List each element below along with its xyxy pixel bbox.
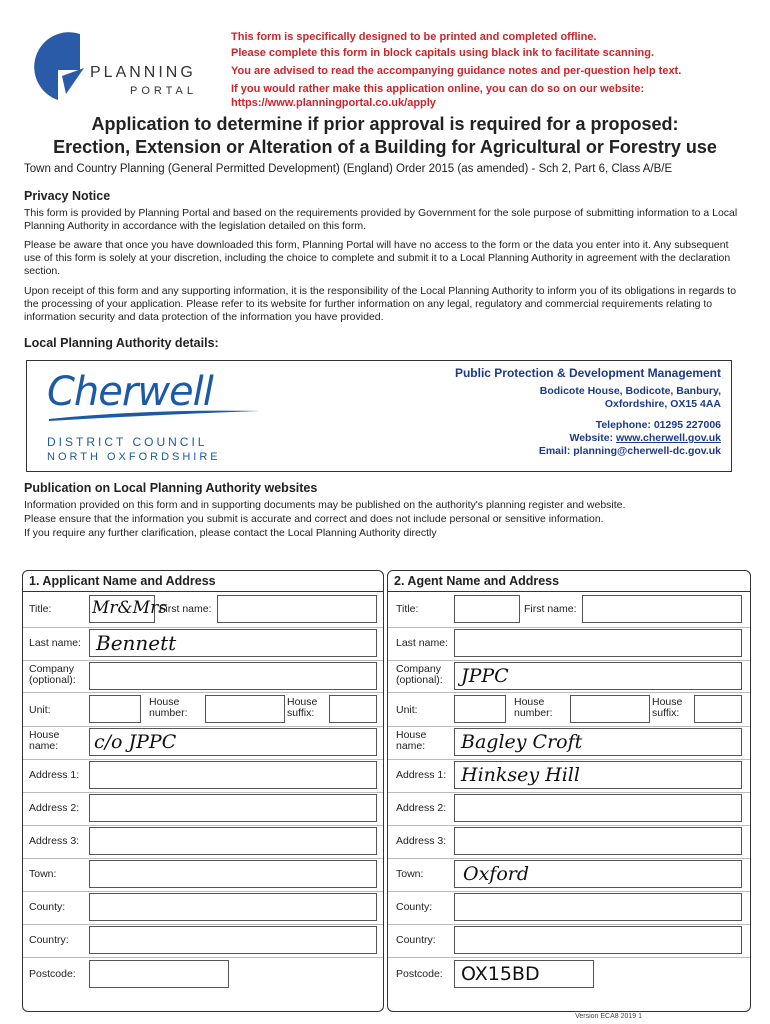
planning-portal-logo-icon [20, 28, 90, 108]
form-subtitle: Town and Country Planning (General Permitted Development) (England) Order 2015 (as amended) - Sch 2, Part 6, Class A/B/E [24, 163, 673, 175]
cherwell-north-oxfordshire: NORTH OXFORDSHIRE [47, 451, 221, 463]
applicant-last-name-field[interactable] [89, 629, 377, 657]
planning-portal-logo [20, 28, 215, 108]
privacy-heading: Privacy Notice [24, 189, 111, 203]
applicant-unit-label: Unit: [29, 704, 51, 716]
agent-postcode-label: Postcode: [396, 968, 443, 980]
applicant-last-name-value: Bennett [96, 631, 177, 655]
applicant-house-number-label-1: House [149, 696, 180, 708]
agent-town-label: Town: [396, 868, 424, 880]
lpa-address-2: Oxfordshire, OX15 4AA [604, 398, 721, 410]
agent-title-field[interactable] [454, 595, 520, 623]
agent-postcode-field[interactable] [454, 960, 594, 988]
form-title-line-1: Application to determine if prior approval is required for a proposed: [91, 114, 679, 134]
applicant-county-field[interactable] [89, 893, 377, 921]
privacy-paragraph-1: This form is provided by Planning Portal and based on the requirements provided by Government for the sole purpose of submitting information to a Local Planning Authority in accordance with the legislation detailed on this form. [24, 207, 738, 232]
agent-house-name-label-1: House [396, 729, 427, 741]
agent-last-name-field[interactable] [454, 629, 742, 657]
agent-house-number-field[interactable] [570, 695, 650, 723]
agent-section [387, 570, 751, 1012]
agent-last-name-label: Last name: [396, 637, 448, 649]
publication-paragraph-2: Please ensure that the information you submit is accurate and correct and does not include personal or sensitive information. [24, 513, 604, 525]
agent-address2-label: Address 2: [396, 802, 447, 814]
form-title-line-2: Erection, Extension or Alteration of a Building for Agricultural or Forestry use [53, 137, 717, 157]
applicant-postcode-label: Postcode: [29, 968, 76, 980]
applicant-company-label-2: (optional): [29, 674, 76, 686]
offline-notice [231, 30, 761, 112]
applicant-house-name-field[interactable] [89, 728, 377, 756]
agent-county-field[interactable] [454, 893, 742, 921]
applicant-unit-field[interactable] [89, 695, 141, 723]
agent-postcode-value: OX15BD [461, 963, 540, 985]
lpa-contact [455, 367, 721, 458]
applicant-address3-field[interactable] [89, 827, 377, 855]
applicant-house-name-value: c/o JPPC [94, 731, 177, 753]
applicant-company-label-1: Company [29, 663, 74, 675]
applicant-section [22, 570, 384, 1012]
cherwell-district-council: DISTRICT COUNCIL [47, 435, 208, 449]
agent-first-name-label: First name: [524, 603, 577, 615]
lpa-phone: Telephone: 01295 227006 [595, 419, 721, 431]
applicant-company-field[interactable] [89, 662, 377, 690]
applicant-first-name-field[interactable] [217, 595, 377, 623]
agent-address3-label: Address 3: [396, 835, 447, 847]
applicant-country-field[interactable] [89, 926, 377, 954]
agent-company-label-1: Company [396, 663, 441, 675]
logo-text-portal: PORTAL [130, 85, 197, 97]
lpa-website-link[interactable]: www.cherwell.gov.uk [615, 432, 721, 444]
notice-line-1: This form is specifically designed to be printed and completed offline. [231, 31, 597, 43]
applicant-title-field[interactable] [89, 595, 167, 623]
privacy-paragraph-3: Upon receipt of this form and any supporting information, it is the responsibility of the Local Planning Authority to inform you of its obligations in regards to the processing of your application. Please refer to its website for further information on any legal, regulatory and commercial requirements relating to information security and data protection of the information you have provided. [24, 285, 737, 323]
lpa-details-box [26, 360, 732, 472]
agent-company-field[interactable] [454, 662, 742, 690]
agent-house-suffix-label-2: suffix: [652, 707, 680, 719]
applicant-postcode-field[interactable] [89, 960, 229, 988]
logo-text-planning: PLANNING [90, 64, 196, 81]
agent-house-name-value: Bagley Croft [461, 731, 583, 753]
notice-line-4: If you would rather make this application online, you can do so on our website: [231, 83, 645, 95]
applicant-house-suffix-field[interactable] [329, 695, 377, 723]
agent-address1-value: Hinksey Hill [461, 764, 580, 786]
publication-paragraph-1: Information provided on this form and in supporting documents may be published on the authority's planning register and website. [24, 499, 626, 511]
applicant-house-number-label-2: number: [149, 707, 188, 719]
lpa-website-label: Website: [569, 432, 616, 444]
applicant-house-name-label-2: name: [29, 740, 59, 752]
applicant-section-title: 1. Applicant Name and Address [29, 574, 216, 588]
applicant-address3-label: Address 3: [29, 835, 80, 847]
privacy-paragraph-2: Please be aware that once you have downloaded this form, Planning Portal will have no access to the form or the data you enter into it. Any subsequent use of this form is solely at your discretion, including the choice to complete and submit it to a Local Planning Authority in agreement with the declaration section. [24, 239, 731, 277]
applicant-address2-label: Address 2: [29, 802, 80, 814]
agent-unit-field[interactable] [454, 695, 506, 723]
lpa-department: Public Protection & Development Management [454, 366, 721, 380]
agent-section-title: 2. Agent Name and Address [394, 574, 560, 588]
lpa-email: Email: planning@cherwell-dc.gov.uk [538, 445, 721, 457]
applicant-country-label: Country: [29, 934, 69, 946]
agent-house-name-label-2: name: [396, 740, 426, 752]
applicant-last-name-label: Last name: [29, 637, 81, 649]
applicant-town-label: Town: [29, 868, 57, 880]
agent-house-number-label-1: House [514, 696, 545, 708]
agent-house-suffix-label-1: House [652, 696, 683, 708]
notice-line-2: Please complete this form in block capitals using black ink to facilitate scanning. [231, 47, 655, 59]
agent-house-name-field[interactable] [454, 728, 742, 756]
agent-address3-field[interactable] [454, 827, 742, 855]
form-version: Version ECA8 2019 1 [575, 1013, 642, 1020]
applicant-house-suffix-label-1: House [287, 696, 318, 708]
agent-address1-label: Address 1: [396, 769, 447, 781]
agent-address2-field[interactable] [454, 794, 742, 822]
agent-town-field[interactable] [454, 860, 742, 888]
agent-company-label-2: (optional): [396, 674, 443, 686]
lpa-address-1: Bodicote House, Bodicote, Banbury, [539, 385, 721, 397]
agent-title-label: Title: [396, 603, 419, 615]
applicant-first-name-label: First name: [159, 603, 212, 615]
notice-line-3: You are advised to read the accompanying guidance notes and per-question help text. [231, 65, 682, 77]
applicant-address1-field[interactable] [89, 761, 377, 789]
agent-town-value: Oxford [463, 863, 530, 885]
agent-first-name-field[interactable] [582, 595, 742, 623]
agent-county-label: County: [396, 901, 433, 913]
agent-address1-field[interactable] [454, 761, 742, 789]
applicant-title-label: Title: [29, 603, 52, 615]
cherwell-logo-text: Cherwell [47, 369, 213, 415]
publication-paragraph-3: If you require any further clarification, please contact the Local Planning Authority directly [24, 527, 437, 539]
agent-company-value: JPPC [461, 665, 509, 687]
agent-country-field[interactable] [454, 926, 742, 954]
applicant-town-field[interactable] [89, 860, 377, 888]
applicant-title-value: Mr&Mrs [92, 598, 167, 618]
lpa-heading: Local Planning Authority details: [24, 336, 219, 350]
agent-house-number-label-2: number: [514, 707, 553, 719]
agent-country-label: Country: [396, 934, 436, 946]
applicant-house-number-field[interactable] [205, 695, 285, 723]
cherwell-swoosh-icon [49, 407, 259, 423]
applicant-house-name-label-1: House [29, 729, 60, 741]
agent-house-suffix-field[interactable] [694, 695, 742, 723]
publication-heading: Publication on Local Planning Authority websites [24, 481, 318, 495]
applicant-address1-label: Address 1: [29, 769, 80, 781]
applicant-county-label: County: [29, 901, 66, 913]
applicant-address2-field[interactable] [89, 794, 377, 822]
agent-unit-label: Unit: [396, 704, 418, 716]
applicant-house-suffix-label-2: suffix: [287, 707, 315, 719]
notice-line-5: https://www.planningportal.co.uk/apply [231, 97, 436, 109]
